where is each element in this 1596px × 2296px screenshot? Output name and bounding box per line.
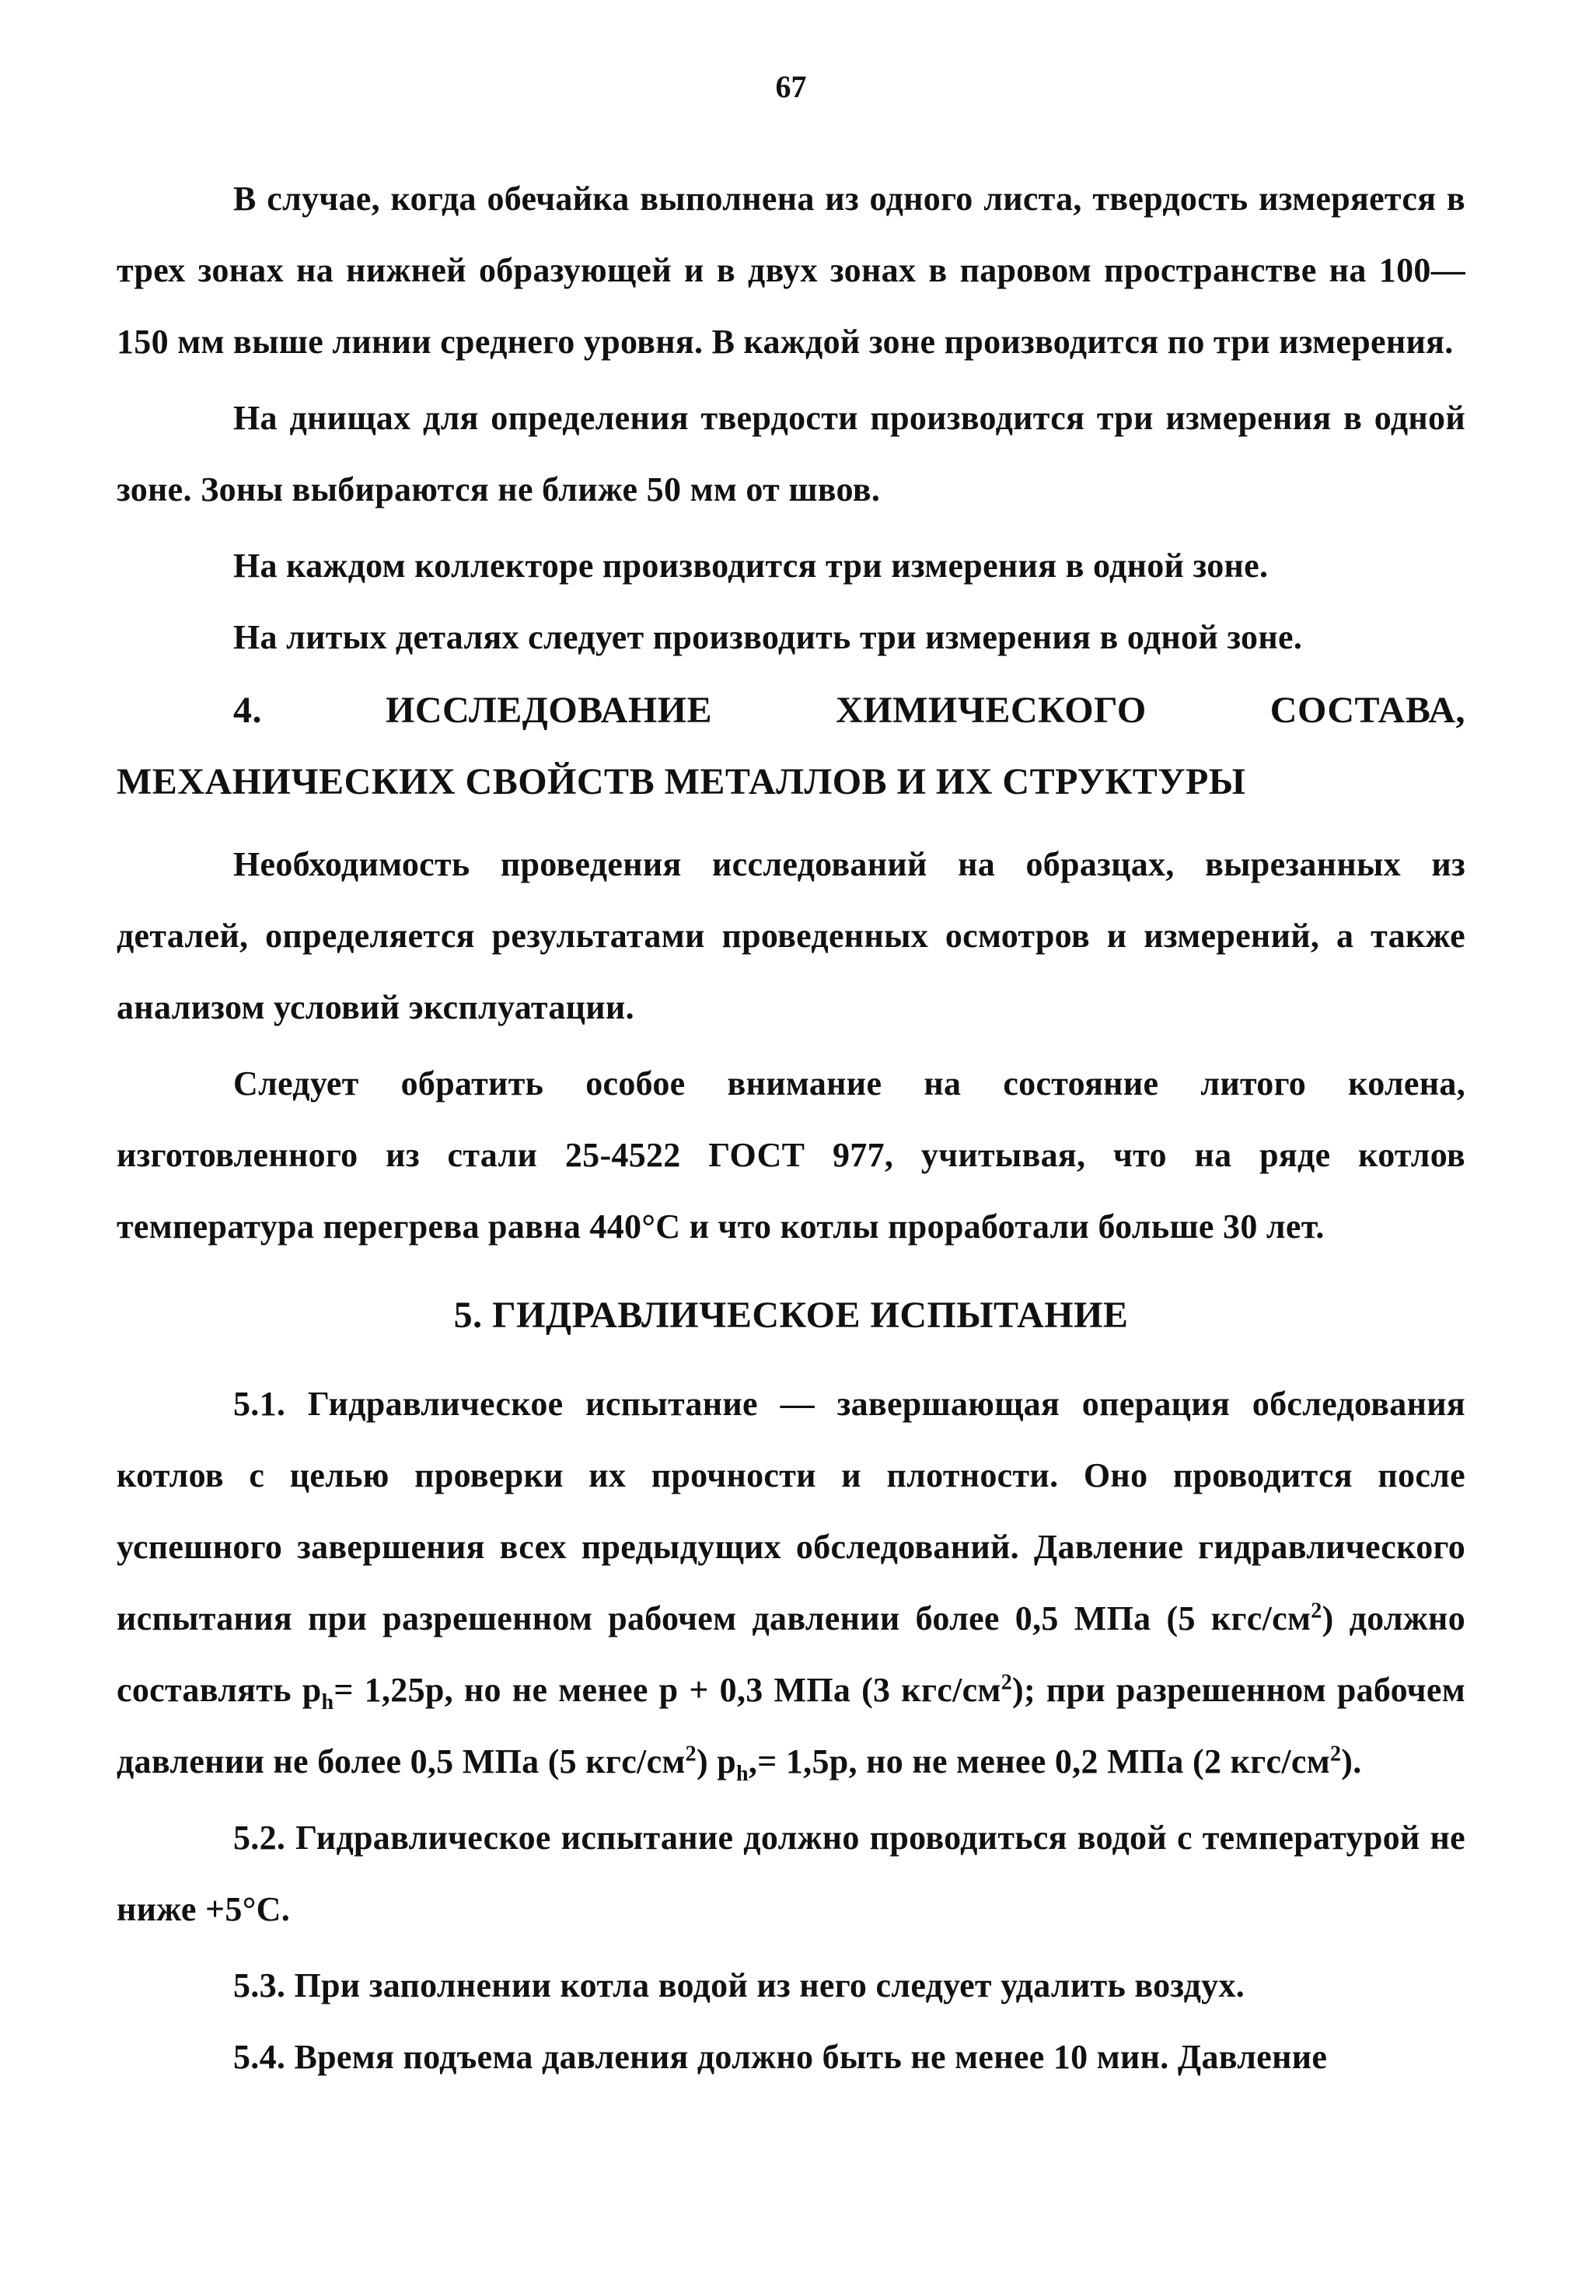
section-4-heading: 4. ИССЛЕДОВАНИЕ ХИМИЧЕСКОГО СОСТАВА, МЕХАНИЧЕСКИХ СВОЙСТВ МЕТАЛЛОВ И ИХ СТРУКТУРЫ	[117, 690, 1465, 802]
section-5-1-paragraph	[117, 1368, 1465, 1798]
subscript: h	[736, 1761, 749, 1786]
text-run: ,= 1,5p, но не менее 0,2 МПа (2 кгс/см	[748, 1742, 1330, 1781]
paragraph-hardness-shell: В случае, когда обечайка выполнена из одного листа, твердость измеряется в трех зонах на нижней образующей и в двух зонах в паровом пространстве на 100—150 мм выше линии среднего уровня. В каждой зоне производится по три измерения.	[117, 180, 1465, 361]
superscript: 2	[685, 1742, 697, 1767]
section-5-3-paragraph: 5.3. При заполнении котла водой из него следует удалить воздух.	[233, 1966, 1245, 2004]
subscript: h	[321, 1690, 334, 1714]
section-4-paragraph-2: Следует обратить особое внимание на состояние литого колена, изготовленного из стали 25-4522 ГОСТ 977, учитывая, что на ряде котлов температура перегрева равна 440°С и что котлы проработали больше 30 лет.	[117, 1064, 1465, 1246]
text-run: ) p	[696, 1742, 737, 1781]
superscript: 2	[1329, 1742, 1342, 1767]
text-run: ); при разрешенном рабочем давлении не более 0,5 МПа (5 кгс/см	[117, 1671, 1465, 1781]
text-run: ) должно составлять p	[117, 1599, 1466, 1709]
superscript: 2	[1311, 1599, 1322, 1623]
section-5-4-paragraph: 5.4. Время подъема давления должно быть не менее 10 мин. Давление	[233, 2038, 1328, 2076]
section-4-paragraph-1: Необходимость проведения исследований на образцах, вырезанных из деталей, определяется результатами проведенных осмотров и измерений, а также анализом условий эксплуатации.	[117, 845, 1465, 1026]
paragraph-hardness-heads: На днищах для определения твердости производится три измерения в одной зоне. Зоны выбираются не ближе 50 мм от швов.	[117, 399, 1465, 508]
document-body	[117, 163, 1465, 2093]
text-run: 5.1. Гидравлическое испытание — завершающая операция обследования котлов с целью проверки их прочности и плотности. Оно проводится после успешного завершения всех предыдущих обследований. Давление гидравлического испытания при разрешенном рабочем давлении более 0,5 МПа (5 кгс/см	[117, 1385, 1465, 1637]
section-5-2-paragraph: 5.2. Гидравлическое испытание должно проводиться водой с температурой не ниже +5°С.	[117, 1819, 1465, 1928]
section-5-heading: 5. ГИДРАВЛИЧЕСКОЕ ИСПЫТАНИЕ	[453, 1295, 1129, 1336]
superscript: 2	[1001, 1670, 1013, 1695]
paragraph-hardness-collector: На каждом коллекторе производится три измерения в одной зоне.	[233, 547, 1269, 585]
page-number: 67	[775, 69, 807, 104]
text-run: ).	[1341, 1742, 1362, 1781]
text-run: = 1,25p, но не менее p + 0,3 МПа (3 кгс/см	[334, 1671, 1001, 1709]
paragraph-hardness-cast: На литых деталях следует производить три измерения в одной зоне.	[233, 618, 1303, 656]
